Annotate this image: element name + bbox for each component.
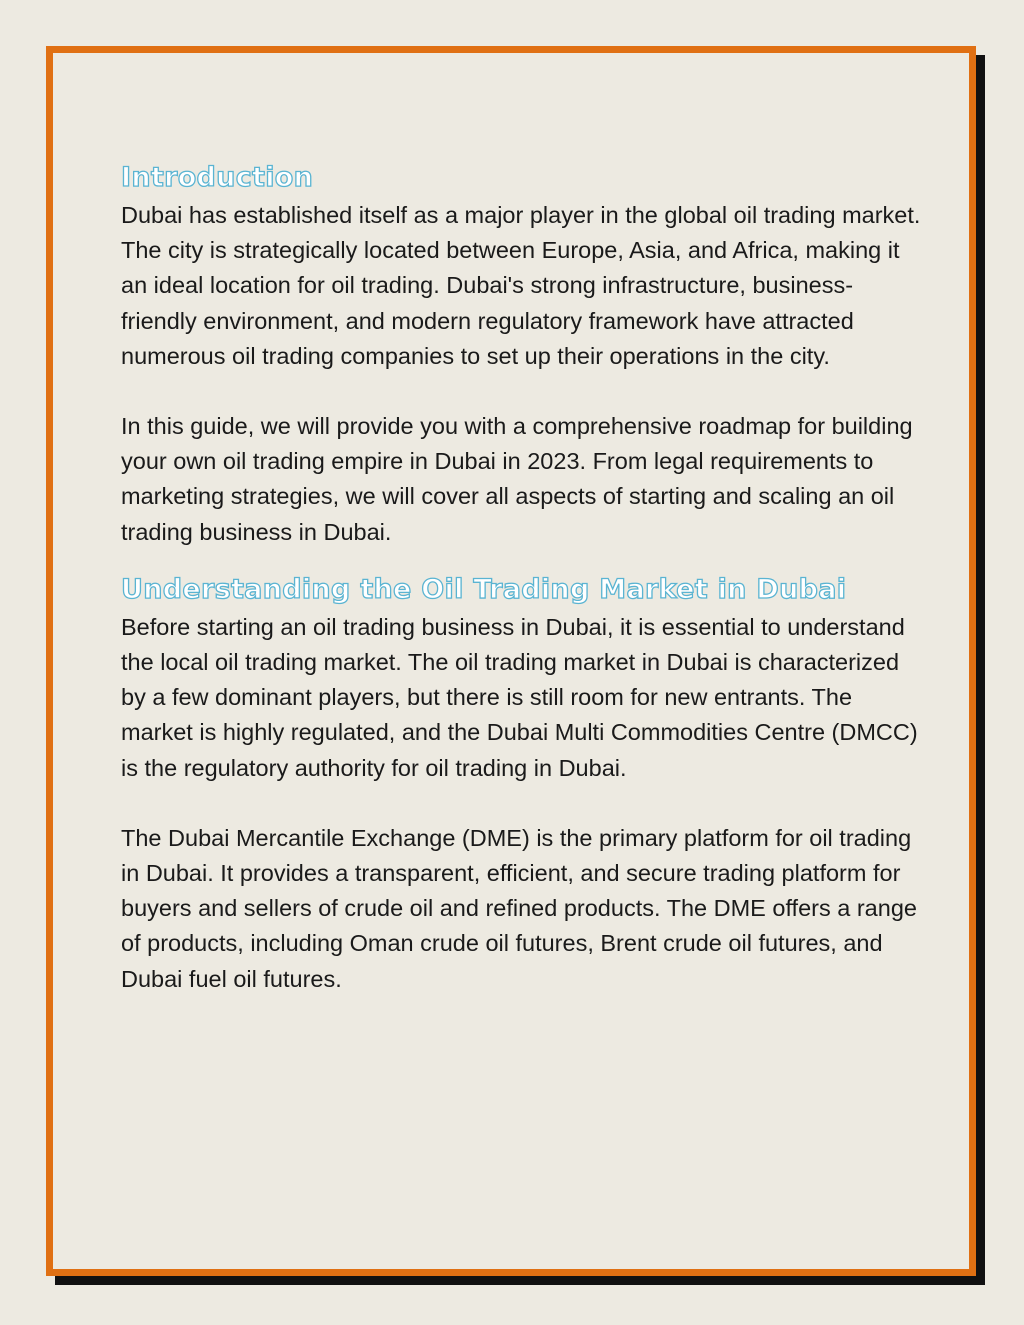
document-content bbox=[121, 158, 921, 997]
paragraph-spacer bbox=[121, 786, 921, 821]
intro-paragraph-2: In this guide, we will provide you with a comprehensive roadmap for building your own oil trading empire in Dubai in 2023. From legal requirements to marketing strategies, we will cover all aspects of starting and scaling an oil trading business in Dubai. bbox=[121, 413, 913, 545]
section-heading-introduction: Introduction bbox=[121, 162, 314, 193]
section-heading-market: Understanding the Oil Trading Market in Dubai bbox=[121, 573, 847, 605]
market-paragraph-2: The Dubai Mercantile Exchange (DME) is the primary platform for oil trading in Dubai. It provides a transparent, efficient, and secure trading platform for buyers and sellers of crude oil and refined products. The DME offers a range of products, including Oman crude oil futures, Brent crude oil futures, and Dubai fuel oil futures. bbox=[121, 824, 917, 992]
section-spacer bbox=[121, 550, 921, 570]
paragraph-spacer bbox=[121, 374, 921, 409]
intro-paragraph-1: Dubai has established itself as a major player in the global oil trading market. The city is strategically located between Europe, Asia, and Africa, making it an ideal location for oil trading. Dubai's strong infrastructure, business-friendly environment, and modern regulatory framework have attracted numerous oil trading companies to set up their operations in the city. bbox=[121, 202, 921, 369]
market-paragraph-1: Before starting an oil trading business in Dubai, it is essential to understand the local oil trading market. The oil trading market in Dubai is characterized by a few dominant players, but there is still room for new entrants. The market is highly regulated, and the Dubai Multi Commodities Centre (DMCC) is the regulatory authority for oil trading in Dubai. bbox=[121, 613, 918, 781]
